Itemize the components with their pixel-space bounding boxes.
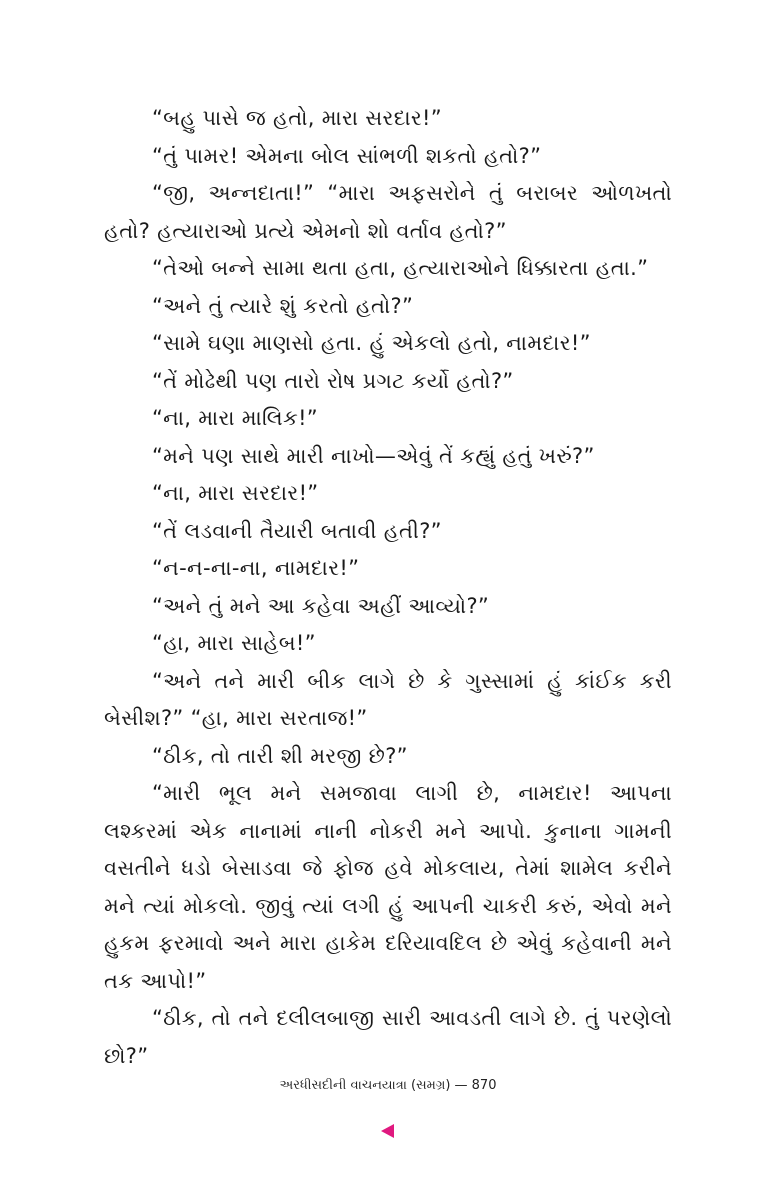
paragraph: “ઠીક, તો તને દલીલબાજી સારી આવડતી લાગે છે. તું પરણેલો છો?” [104,1006,672,1068]
paragraph: “ના, મારા માલિક!” [152,406,318,430]
paragraph: “ન-ન-ના-ના, નામદાર!” [152,556,360,580]
paragraph: “હા, મારા સાહેબ!” [152,631,316,655]
paragraph: “મને પણ સાથે મારી નાખો—એવું તેં કહ્યું હતું ખરું?” [152,443,595,468]
paragraph: “અને તું મને આ કહેવા અહીં આવ્યો?” [152,593,490,618]
previous-page-arrow-icon[interactable] [381,1124,394,1138]
paragraph: “તેઓ બન્ને સામા થતા હતા, હત્યારાઓને ધિક્કારતા હતા.” [152,256,649,280]
paragraph: “સામે ઘણા માણસો હતા. હું એકલો હતો, નામદાર!” [152,331,591,355]
paragraph: “તું પામર! એમના બોલ સાંભળી શકતો હતો?” [152,143,542,168]
paragraph: “અને તને મારી બીક લાગે છે કે ગુસ્સામાં હું કાંઈક કરી બેસીશ?” “હા, મારા સરતાજ!” [104,668,672,730]
page-body [104,100,672,1075]
paragraph: “જી, અન્નદાતા!” “મારા અફસરોને તું બરાબર ઓળખતો હતો? હત્યારાઓ પ્રત્યે એમનો શો વર્તાવ હતો?” [104,181,672,243]
paragraph: “ના, મારા સરદાર!” [152,481,319,505]
page-footer: અરધીસદીની વાચનયાત્રા (સમગ્ર) — 870 [279,1078,497,1093]
paragraph: “બહુ પાસે જ હતો, મારા સરદાર!” [152,106,442,130]
paragraph: “ઠીક, તો તારી શી મરજી છે?” [152,743,408,768]
paragraph: “અને તું ત્યારે શું કરતો હતો?” [152,293,414,318]
paragraph: “તેં લડવાની તૈયારી બતાવી હતી?” [152,518,442,543]
paragraph: “તેં મોઢેથી પણ તારો રોષ પ્રગટ કર્યો હતો?” [152,368,514,393]
paragraph: “મારી ભૂલ મને સમજાવા લાગી છે, નામદાર! આપના લશ્કરમાં એક નાનામાં નાની નોકરી મને આપો. કુનાના ગામની વસતીને ધડો બેસાડવા જે ફોજ હવે મોકલાય, તેમાં શામેલ કરીને મને ત્યાં મોકલો. જીવું ત્યાં લગી હું આપની ચાકરી કરું, એવો મને હુકમ ફરમાવો અને મારા હાકેમ દરિયાવદિલ છે એવું કહેવાની મને તક આપો!” [104,781,672,993]
